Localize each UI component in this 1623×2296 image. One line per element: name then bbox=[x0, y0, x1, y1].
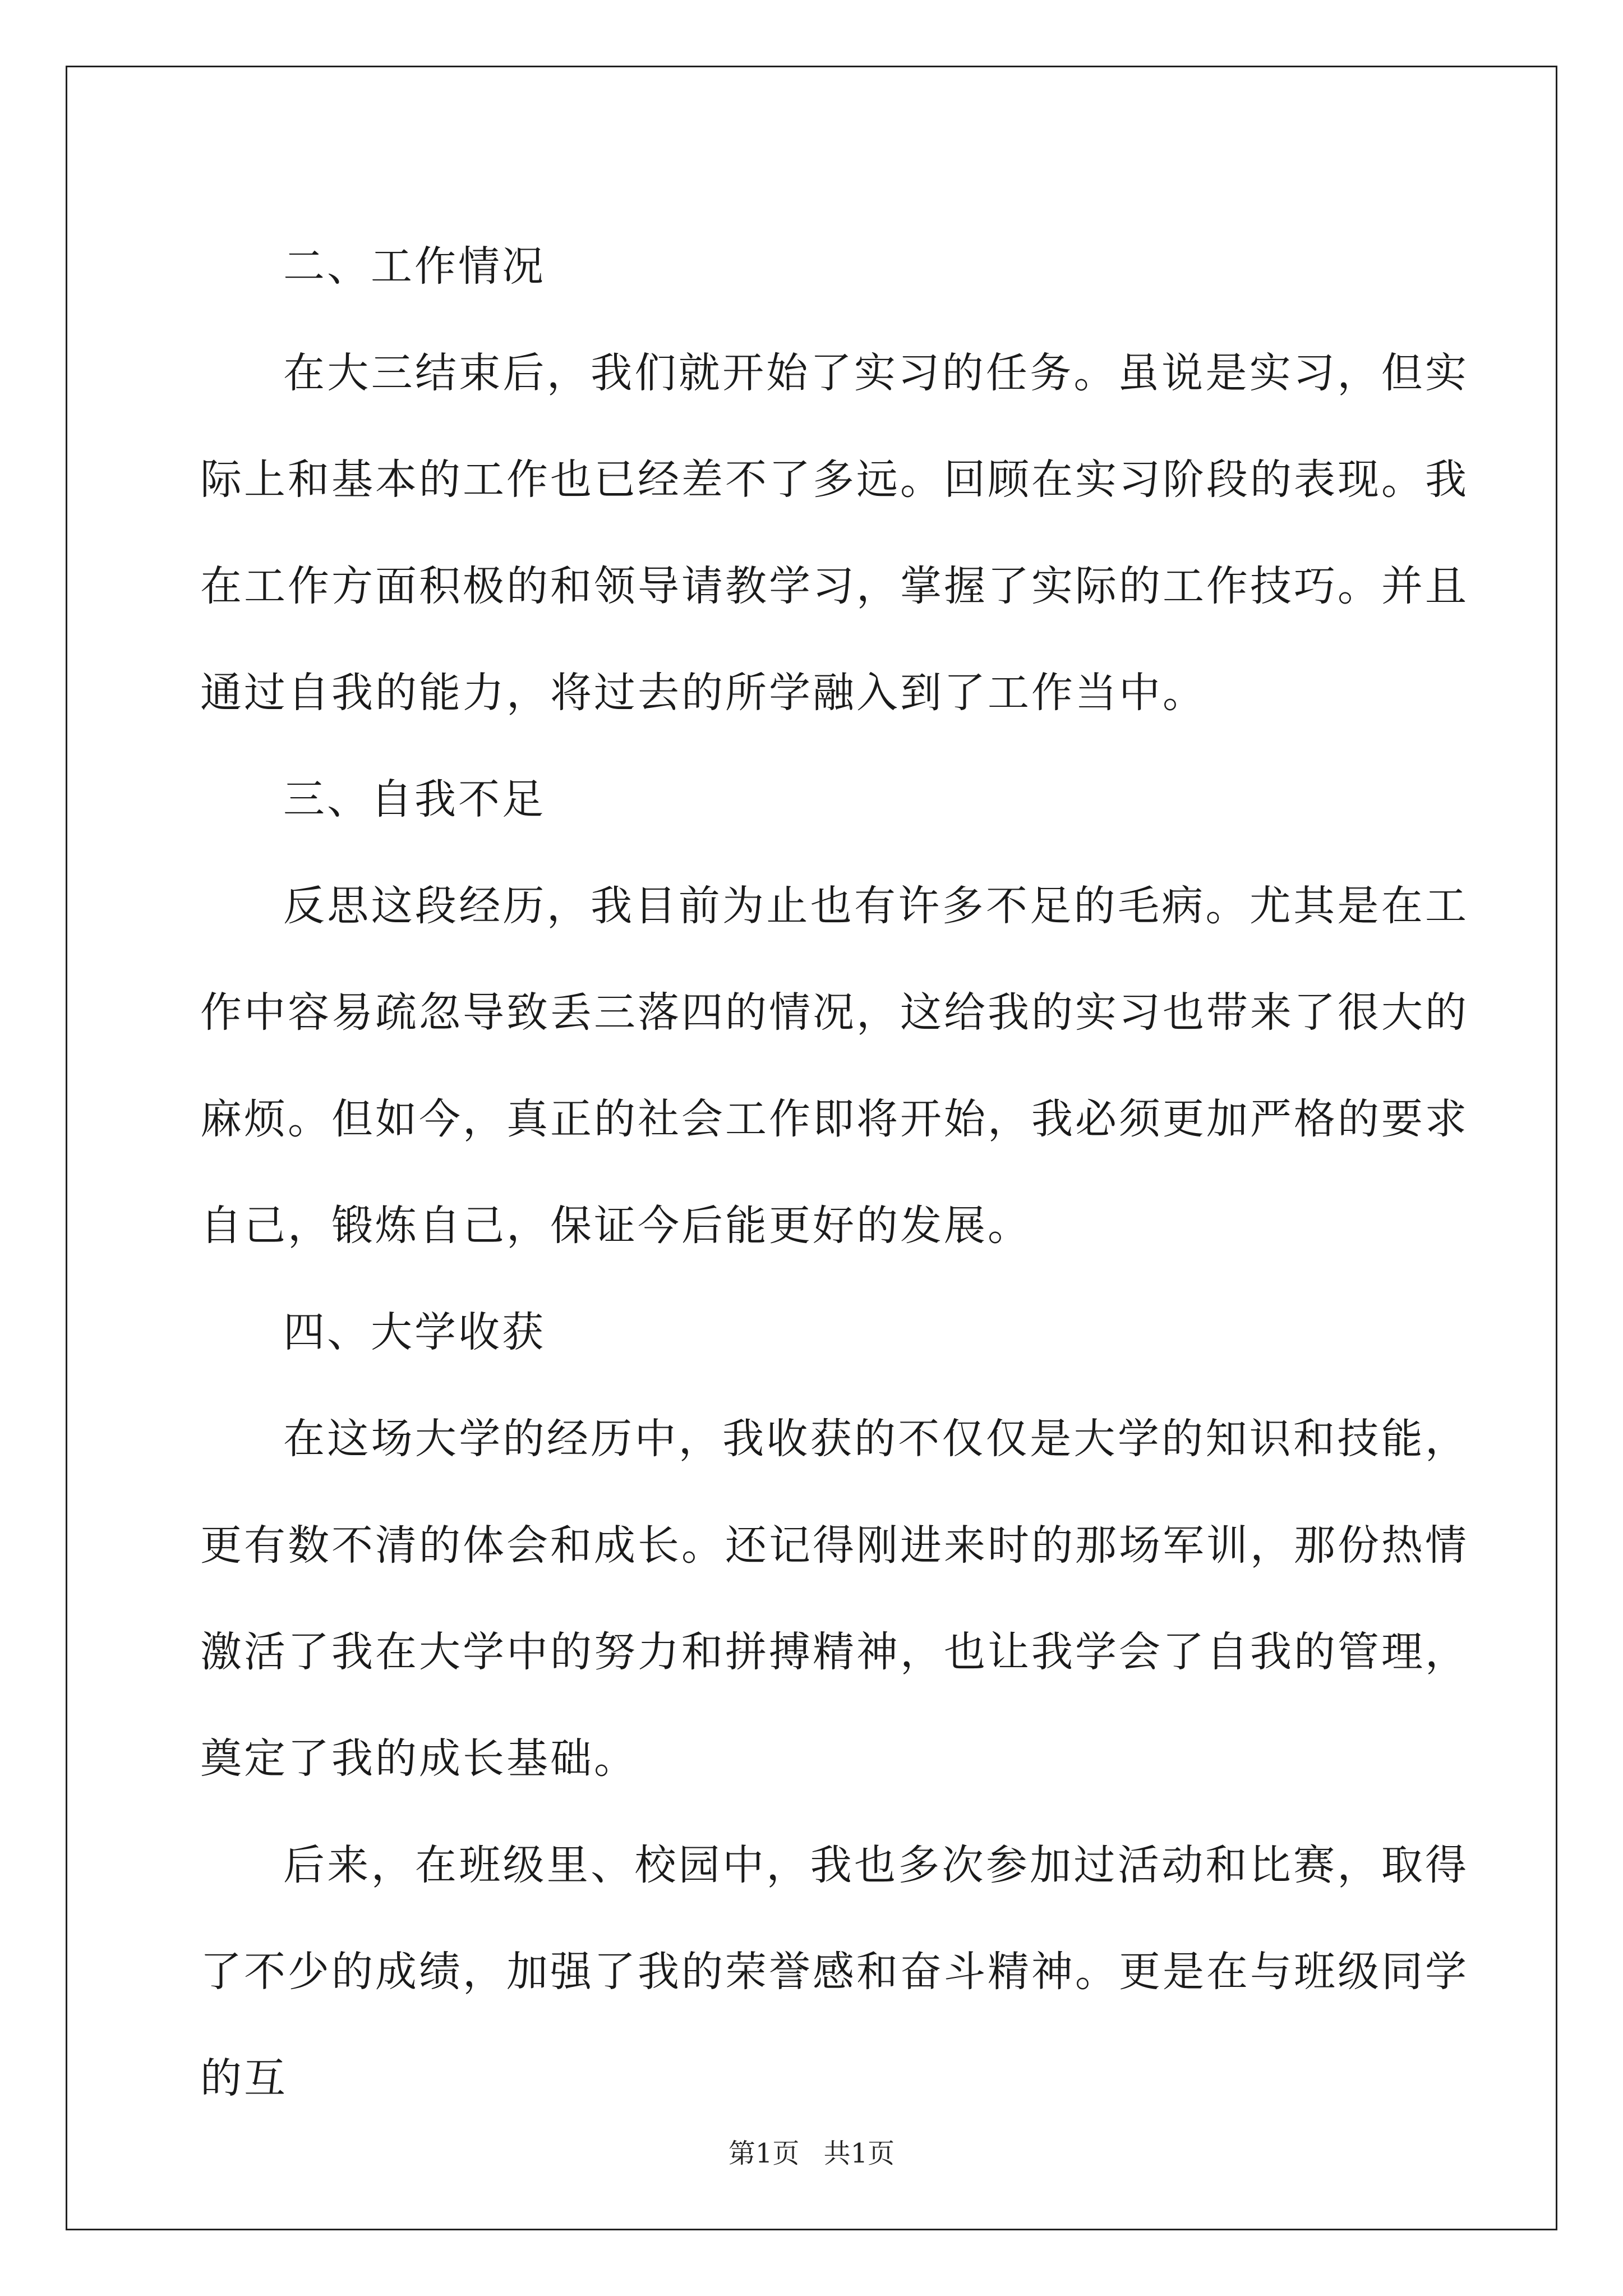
section-heading-shortcomings: 三、自我不足 bbox=[283, 775, 546, 823]
page-total: 共1页 bbox=[823, 2138, 895, 2169]
paragraph-shortcomings: 反思这段经历，我目前为止也有许多不足的毛病。尤其是在工作中容易疏忽导致丢三落四的情况，这给我的实习也带来了很大的麻烦。但如今，真正的社会工作即将开始，我必须更加严格的要求自己，锻炼自己，保证今后能更好的发展。 bbox=[200, 882, 1469, 1250]
section-heading-gains: 四、大学收获 bbox=[283, 1308, 546, 1356]
paragraph-work: 在大三结束后，我们就开始了实习的任务。虽说是实习，但实际上和基本的工作也已经差不了多远。回顾在实习阶段的表现。我在工作方面积极的和领导请教学习，掌握了实际的工作技巧。并且通过自我的能力，将过去的所学融入到了工作当中。 bbox=[200, 349, 1469, 717]
document-body bbox=[200, 213, 1469, 2132]
paragraph-gains: 在这场大学的经历中，我收获的不仅仅是大学的知识和技能，更有数不清的体会和成长。还记得刚进来时的那场军训，那份热情激活了我在大学中的努力和拼搏精神，也让我学会了自我的管理，奠定了我的成长基础。 bbox=[200, 1415, 1469, 1783]
page-number: 第1页 bbox=[728, 2138, 800, 2169]
section-heading-work: 二、工作情况 bbox=[283, 242, 546, 291]
paragraph-activities: 后来，在班级里、校园中，我也多次参加过活动和比赛，取得了不少的成绩，加强了我的荣誉感和奋斗精神。更是在与班级同学的互 bbox=[200, 1841, 1469, 2102]
page-footer bbox=[0, 2132, 1623, 2170]
